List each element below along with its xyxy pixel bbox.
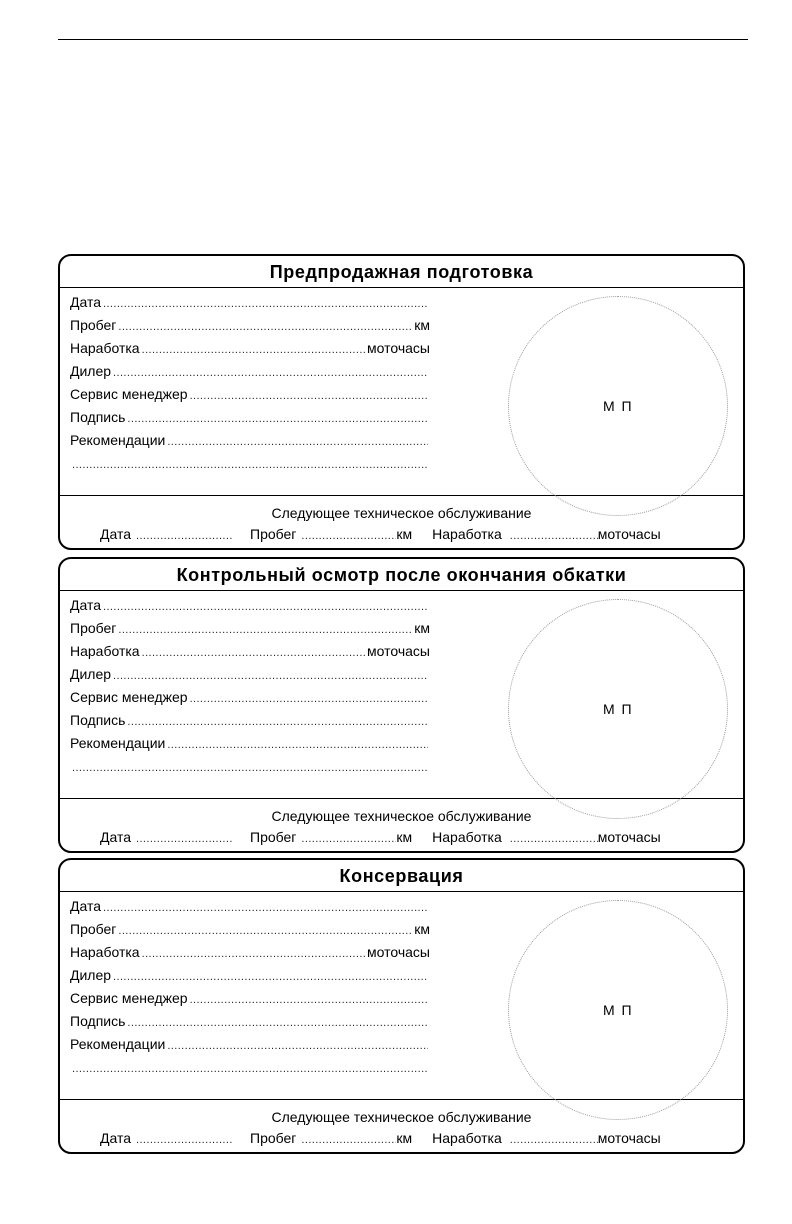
next-mileage-label: Пробег: [250, 526, 297, 542]
next-service: [60, 496, 743, 548]
field-label: Дилер: [70, 967, 112, 983]
next-mileage-label: Пробег: [250, 1130, 297, 1146]
fill-in-line: [127, 1013, 428, 1029]
field-unit: моточасы: [367, 643, 430, 659]
field-unit: км: [414, 317, 430, 333]
field-row: [70, 455, 430, 478]
field-row: [70, 363, 430, 386]
field-row: [70, 1036, 430, 1059]
field-row: [70, 620, 430, 643]
fields-list: [70, 294, 430, 478]
field-row: [70, 317, 430, 340]
fill-in-line: [142, 944, 365, 960]
next-service-fields: [100, 526, 710, 542]
fill-in-line: [142, 643, 365, 659]
field-unit: км: [414, 921, 430, 937]
fill-in-line: [72, 758, 428, 774]
field-row: [70, 944, 430, 967]
fill-in-line: [190, 689, 428, 705]
fill-in-line: [103, 294, 428, 310]
next-service: [60, 1100, 743, 1152]
field-label: Дата: [70, 294, 102, 310]
field-unit: км: [414, 620, 430, 636]
field-row: [70, 990, 430, 1013]
stamp-circle: [508, 599, 728, 819]
field-label: Наработка: [70, 944, 140, 960]
fill-in-line: [301, 526, 396, 542]
fields-list: [70, 597, 430, 781]
stamp-label: М П: [602, 1002, 634, 1018]
stamp-circle: [508, 296, 728, 516]
field-label: Пробег: [70, 921, 117, 937]
fill-in-line: [190, 386, 428, 402]
field-row: [70, 758, 430, 781]
fill-in-line: [127, 409, 428, 425]
next-hours-unit: моточасы: [597, 526, 661, 542]
field-row: [70, 712, 430, 735]
next-service: [60, 799, 743, 851]
field-label: Дата: [70, 898, 102, 914]
card-body: [60, 591, 743, 799]
card-title: Контрольный осмотр после окончания обкатки: [60, 559, 743, 591]
field-label: Подпись: [70, 1013, 126, 1029]
field-label: Рекомендации: [70, 1036, 166, 1052]
next-hours-label: Наработка: [432, 526, 502, 542]
fill-in-line: [142, 340, 365, 356]
field-row: [70, 1013, 430, 1036]
field-label: Дилер: [70, 363, 112, 379]
field-row: [70, 294, 430, 317]
next-hours-unit: моточасы: [597, 829, 661, 845]
fill-in-line: [167, 735, 428, 751]
next-service-title: Следующее техническое обслуживание: [271, 1109, 532, 1125]
fill-in-line: [127, 712, 428, 728]
fill-in-line: [113, 967, 428, 983]
next-date-label: Дата: [100, 526, 132, 542]
fill-in-line: [72, 455, 428, 471]
fill-in-line: [118, 921, 412, 937]
field-unit: моточасы: [367, 944, 430, 960]
next-date-label: Дата: [100, 1130, 132, 1146]
fill-in-line: [118, 620, 412, 636]
fill-in-line: [103, 898, 428, 914]
fill-in-line: [301, 1130, 396, 1146]
card-title: Предпродажная подготовка: [60, 256, 743, 288]
card-title: Консервация: [60, 860, 743, 892]
field-label: Подпись: [70, 712, 126, 728]
card-post-break-in-inspection: [58, 557, 745, 853]
card-body: [60, 288, 743, 496]
field-label: Сервис менеджер: [70, 990, 188, 1006]
next-km-unit: км: [396, 829, 413, 845]
fill-in-line: [136, 829, 232, 845]
field-label: Подпись: [70, 409, 126, 425]
fill-in-line: [301, 829, 396, 845]
field-label: Дилер: [70, 666, 112, 682]
fill-in-line: [510, 526, 598, 542]
field-row: [70, 1059, 430, 1082]
field-label: Наработка: [70, 340, 140, 356]
card-conservation: [58, 858, 745, 1154]
next-km-unit: км: [396, 1130, 413, 1146]
field-label: Пробег: [70, 620, 117, 636]
stamp-label: М П: [602, 398, 634, 414]
field-row: [70, 432, 430, 455]
field-row: [70, 666, 430, 689]
field-row: [70, 643, 430, 666]
stamp-circle: [508, 900, 728, 1120]
card-presale-preparation: [58, 254, 745, 550]
field-row: [70, 735, 430, 758]
field-row: [70, 689, 430, 712]
top-rule: [58, 39, 748, 40]
card-body: [60, 892, 743, 1100]
field-row: [70, 921, 430, 944]
field-label: Наработка: [70, 643, 140, 659]
next-service-title: Следующее техническое обслуживание: [271, 808, 532, 824]
fill-in-line: [510, 1130, 598, 1146]
fill-in-line: [167, 432, 428, 448]
field-label: Дата: [70, 597, 102, 613]
field-row: [70, 898, 430, 921]
fill-in-line: [190, 990, 428, 1006]
field-row: [70, 340, 430, 363]
next-mileage-label: Пробег: [250, 829, 297, 845]
field-label: Рекомендации: [70, 735, 166, 751]
fill-in-line: [136, 1130, 232, 1146]
fields-list: [70, 898, 430, 1082]
field-row: [70, 409, 430, 432]
fill-in-line: [118, 317, 412, 333]
next-hours-label: Наработка: [432, 1130, 502, 1146]
field-label: Пробег: [70, 317, 117, 333]
fill-in-line: [167, 1036, 428, 1052]
stamp-label: М П: [602, 701, 634, 717]
fill-in-line: [113, 363, 428, 379]
next-service-fields: [100, 1130, 710, 1146]
next-service-fields: [100, 829, 710, 845]
field-row: [70, 967, 430, 990]
fill-in-line: [113, 666, 428, 682]
fill-in-line: [103, 597, 428, 613]
next-km-unit: км: [396, 526, 413, 542]
next-service-title: Следующее техническое обслуживание: [271, 505, 532, 521]
field-unit: моточасы: [367, 340, 430, 356]
fill-in-line: [72, 1059, 428, 1075]
field-label: Сервис менеджер: [70, 689, 188, 705]
next-hours-label: Наработка: [432, 829, 502, 845]
field-label: Сервис менеджер: [70, 386, 188, 402]
field-row: [70, 386, 430, 409]
next-date-label: Дата: [100, 829, 132, 845]
fill-in-line: [510, 829, 598, 845]
field-label: Рекомендации: [70, 432, 166, 448]
fill-in-line: [136, 526, 232, 542]
next-hours-unit: моточасы: [597, 1130, 661, 1146]
field-row: [70, 597, 430, 620]
